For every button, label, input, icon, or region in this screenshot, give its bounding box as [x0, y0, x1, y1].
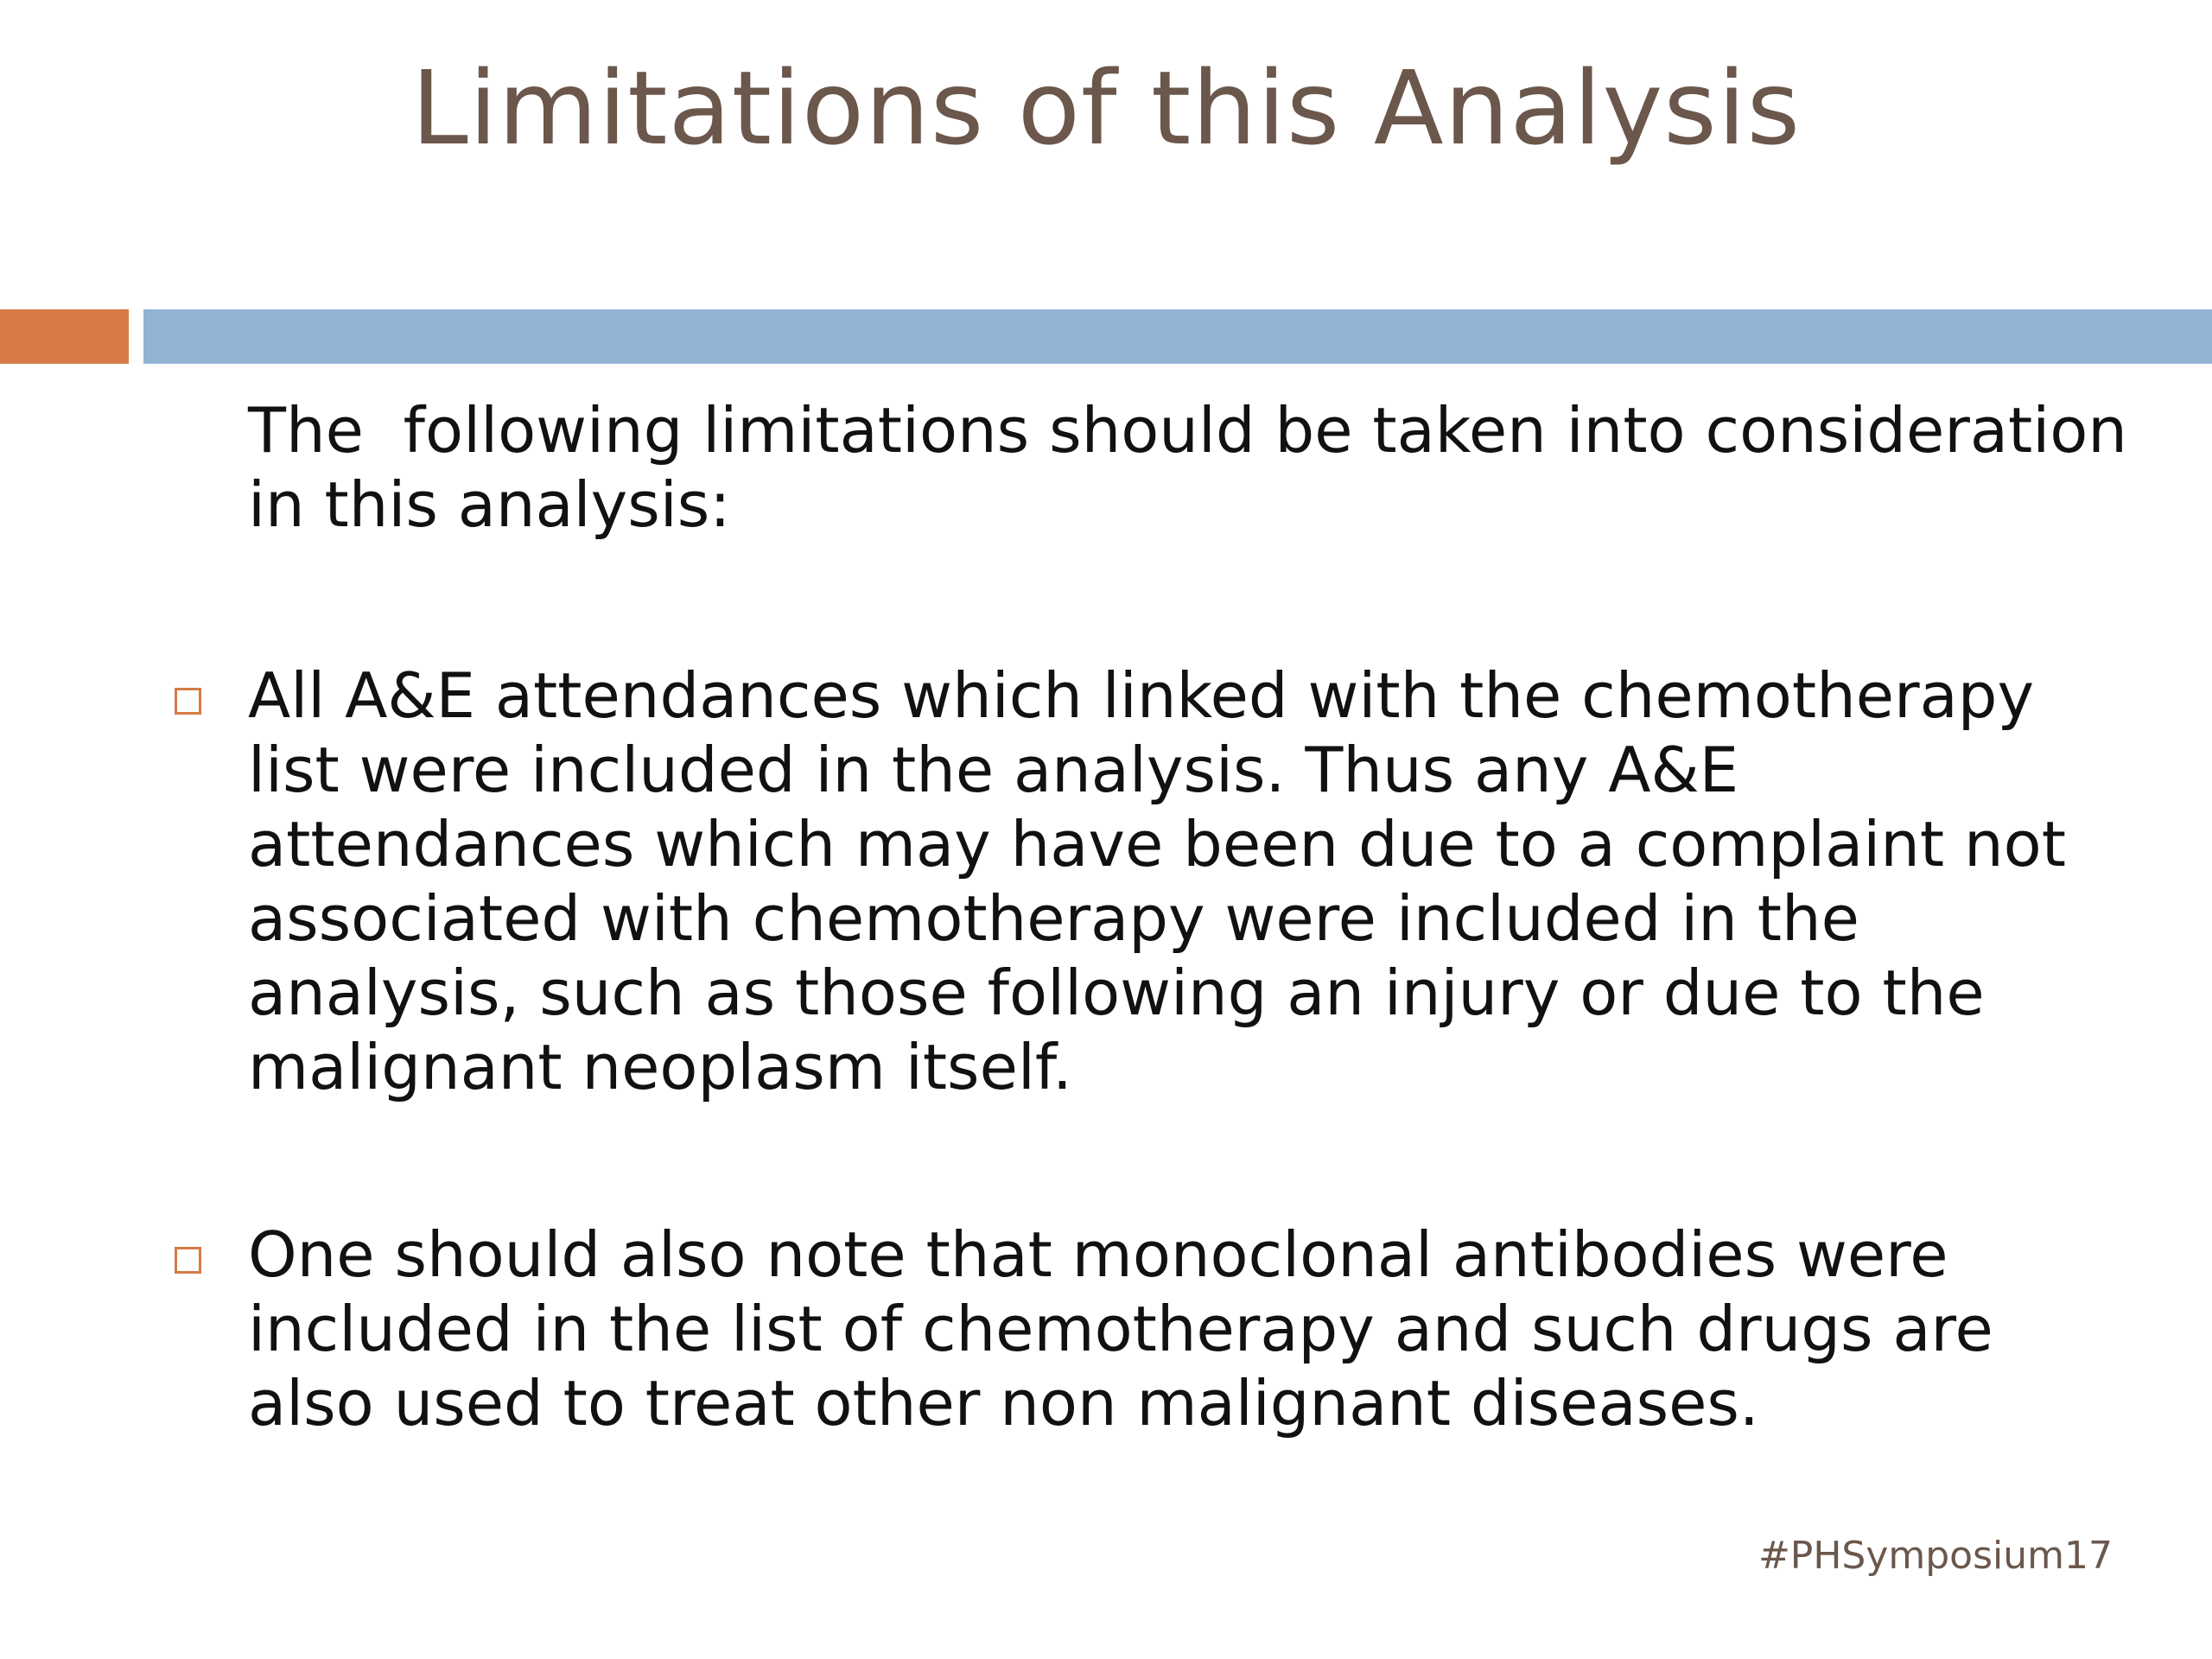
bullet-text: One should also note that monoclonal antibodies were included in the list of chemotherapy and such drugs are also used to treat other non malignant diseases. [248, 1218, 1993, 1440]
slide-title: Limitations of this Analysis [410, 48, 1802, 168]
accent-bar-blue [143, 309, 2212, 364]
bullet-text: All A&E attendances which linked with the chemotherapy list were included in the analysis. Thus any A&E attendances which may have been due to a complaint not associated with chemotherapy were included in the analysis, such as those following an injury or due to the malignant neoplasm itself. [248, 659, 2066, 1103]
intro-paragraph: The following limitations should be taken into consideration in this analysis: [248, 394, 2147, 541]
hollow-square-bullet-icon [175, 688, 201, 715]
footer-hashtag: #PHSymposium17 [1758, 1534, 2113, 1578]
accent-bar-orange [0, 309, 129, 364]
hollow-square-bullet-icon [175, 1247, 201, 1274]
